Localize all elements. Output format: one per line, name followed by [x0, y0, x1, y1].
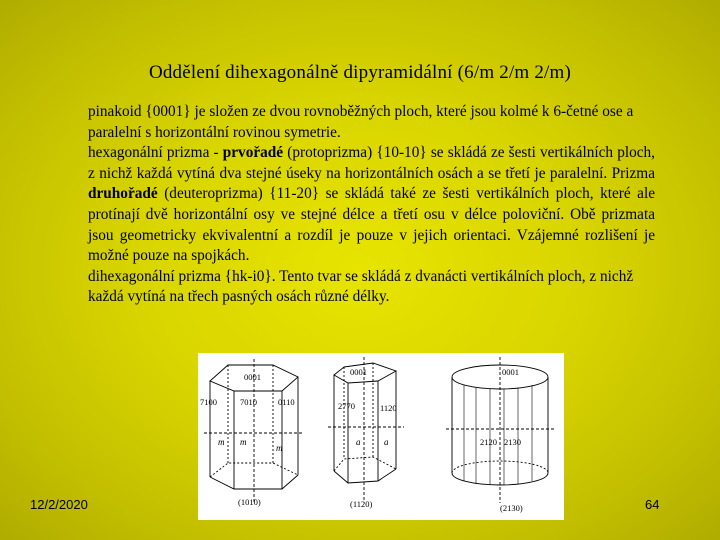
- footer-date: 12/2/2020: [30, 497, 88, 512]
- prism3-face-label-right: 2130: [504, 437, 521, 447]
- slide-title: Oddělení dihexagonálně dipyramidální (6/m 2/m 2/m): [148, 62, 572, 83]
- prism1-m-right: m: [276, 443, 283, 453]
- text-segment: hexagonální prizma -: [88, 144, 223, 162]
- prism3-top-label: 0001: [502, 367, 519, 377]
- prism3-face-label-left: 2120: [480, 437, 497, 447]
- prism-dihexagonal-drawing: [446, 357, 554, 503]
- prism2-a-left: a: [356, 437, 361, 447]
- prism-second-order-drawing: [328, 357, 404, 503]
- footer-page-number: 64: [645, 497, 660, 512]
- prism1-m-left: m: [218, 437, 225, 447]
- text-segment: (protoprizma) {10-10} se skládá ze šesti vertikálních ploch, z nichž každá vytíná dva stejné úseky na horizontálních osách a se třetí je paralelní. Prizma: [88, 144, 656, 182]
- prism1-face-label-front: 7010: [240, 397, 257, 407]
- prism1-face-label-right: 0110: [278, 397, 295, 407]
- prism2-face-label-right: 1120: [380, 403, 397, 413]
- bold-term-first-order: prvořadé: [222, 144, 284, 162]
- bold-term-second-order: druhořadé: [88, 185, 158, 203]
- prism1-caption: (1010): [238, 497, 261, 507]
- paragraph-hexagonal-prism: [88, 143, 655, 267]
- prism2-caption: (1120): [350, 499, 373, 509]
- prism1-m-center: m: [240, 437, 247, 447]
- paragraph-dihexagonal-prism: dihexagonální prizma {hk-i0}. Tento tvar se skládá z dvanácti vertikálních ploch, z nichž každá vytíná na třech pasných osách různé délky.: [88, 267, 634, 306]
- prism2-face-label-left: 2770: [338, 401, 355, 411]
- prism1-face-label-left: 7100: [200, 397, 217, 407]
- slide-body: [88, 102, 655, 308]
- prism2-a-right: a: [384, 437, 389, 447]
- text-segment: (deuteroprizma) {11-20} se skládá také ze šesti vertikálních ploch, které ale protínají dvě horizontální osy ve stejné délce a třetí osu v délce poloviční. Obě prizmata jsou geometricky ekvivalentní a rozdíl je pouze v jejich orientaci. Vzájemné rozlišení je možné pouze na spojkách.: [88, 185, 655, 265]
- paragraph-pinacoid: pinakoid {0001} je složen ze dvou rovnoběžných ploch, které jsou kolmé k 6-četné ose a paralelní s horizontální rovinou symetrie.: [88, 103, 634, 141]
- prism2-top-label: 0001: [350, 367, 367, 377]
- prism-drawings: [198, 353, 564, 520]
- prism-figure: [198, 353, 564, 520]
- prism1-top-label: 0001: [244, 372, 261, 382]
- prism3-caption: (2130): [500, 503, 523, 513]
